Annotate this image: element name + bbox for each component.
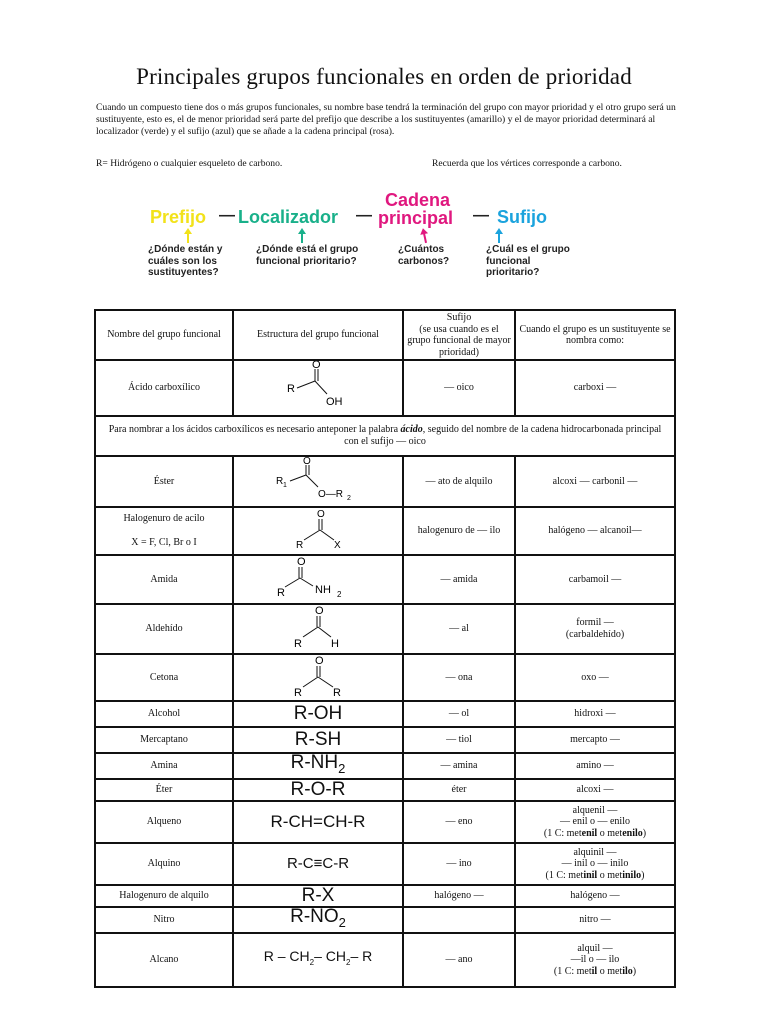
amide-structure — [273, 556, 363, 600]
svg-text:H: H — [331, 638, 339, 649]
substituent-name: alcoxi — carbonil — — [515, 456, 675, 508]
substituent-name: oxo — — [515, 654, 675, 702]
svg-text:R: R — [333, 686, 341, 697]
formula: $R-NH_2$ — [233, 753, 403, 779]
group-name: Mercaptano — [95, 727, 233, 753]
suffix: halogenuro de — ilo — [403, 507, 515, 555]
substituent-name: nitro — — [515, 907, 675, 933]
svg-text:2: 2 — [347, 494, 351, 502]
svg-text:OH: OH — [326, 396, 343, 408]
header-sufijo: Sufijo (se usa cuando es el grupo funcional de mayor prioridad) — [403, 310, 515, 360]
suffix: — ino — [403, 843, 515, 885]
svg-text:X: X — [334, 540, 341, 550]
substituent-name: alcoxi — — [515, 779, 675, 801]
substituent-name: hidroxi — — [515, 701, 675, 727]
substituent-name: alquinil — — inil o — inilo (1 C: metinil o metinilo) — [515, 843, 675, 885]
naming-scheme-diagram — [140, 190, 610, 290]
suffix: — amina — [403, 753, 515, 779]
svg-text:O: O — [315, 654, 324, 667]
suffix: — eno — [403, 801, 515, 843]
svg-text:O: O — [303, 456, 311, 467]
structure-cell — [233, 555, 403, 605]
scheme-sufijo: Sufijo — [497, 207, 547, 227]
question-cadena: ¿Cuántos carbonos? — [398, 244, 450, 267]
table-header-row — [95, 310, 675, 360]
group-name: Alcano — [95, 933, 233, 987]
aldehyde-structure — [288, 605, 348, 649]
table-row — [95, 885, 675, 907]
scheme-dash: — — [473, 207, 489, 224]
question-sufijo: ¿Cuál es el grupo funcional prioritario? — [486, 244, 570, 278]
structure-cell — [233, 654, 403, 702]
suffix: halógeno — — [403, 885, 515, 907]
structure-cell — [233, 507, 403, 555]
scheme-localizador: Localizador — [238, 207, 339, 227]
svg-text:1: 1 — [283, 481, 287, 489]
table-row — [95, 456, 675, 508]
structure-cell — [233, 360, 403, 416]
question-prefijo: ¿Dónde están y cuáles son los sustituyentes? — [148, 244, 223, 278]
formula: R-OH — [233, 701, 403, 727]
suffix: — amida — [403, 555, 515, 605]
formula: R-C≡C-R — [233, 843, 403, 885]
suffix: — al — [403, 604, 515, 654]
scheme-prefijo: Prefijo — [150, 207, 207, 227]
table-row — [95, 654, 675, 702]
ketone-structure — [288, 655, 348, 697]
suffix — [403, 907, 515, 933]
scheme-cadena: Cadena — [385, 190, 451, 210]
formula: R-X — [233, 885, 403, 907]
suffix: — ona — [403, 654, 515, 702]
group-name: Alcohol — [95, 701, 233, 727]
table-row — [95, 416, 675, 456]
svg-text:R: R — [276, 475, 284, 487]
arrow-up-icon — [498, 233, 500, 243]
svg-text:O—R: O—R — [318, 488, 343, 500]
group-name: Alqueno — [95, 801, 233, 843]
substituent-name: carbamoil — — [515, 555, 675, 605]
substituent-name: halógeno — alcanoil— — [515, 507, 675, 555]
svg-text:2: 2 — [337, 589, 342, 599]
table-row — [95, 907, 675, 933]
svg-text:O: O — [312, 361, 321, 371]
table-row — [95, 360, 675, 416]
table-row — [95, 933, 675, 987]
scheme-principal: principal — [378, 208, 454, 228]
acyl-halide-structure — [288, 508, 348, 550]
svg-text:R: R — [294, 638, 302, 649]
acid-naming-note: Para nombrar a los ácidos carboxílicos es necesario anteponer la palabra ácido, seguido del nombre de la cadena hidrocarbonada principal con el sufijo — oico — [95, 416, 675, 456]
svg-text:O: O — [297, 555, 306, 568]
carboxylic-acid-structure — [273, 361, 363, 411]
group-name: Alquino — [95, 843, 233, 885]
svg-text:R: R — [287, 383, 295, 395]
formula: $R-NO_2$ — [233, 907, 403, 933]
table-row — [95, 727, 675, 753]
substituent-name: carboxi — — [515, 360, 675, 416]
arrow-up-icon — [187, 233, 189, 243]
table-row — [95, 507, 675, 555]
substituent-name: alquenil — — enil o — enilo (1 C: metenil o metenilo) — [515, 801, 675, 843]
suffix: — ano — [403, 933, 515, 987]
arrow-up-icon — [301, 233, 303, 243]
suffix: éter — [403, 779, 515, 801]
header-nombre: Nombre del grupo funcional — [95, 310, 233, 360]
svg-text:NH: NH — [315, 583, 331, 596]
substituent-name: alquil — —il o — ilo (1 C: metil o metilo) — [515, 933, 675, 987]
group-name: Éter — [95, 779, 233, 801]
scheme-dash: — — [356, 207, 372, 224]
svg-text:O: O — [315, 605, 324, 617]
group-name: Nitro — [95, 907, 233, 933]
structure-cell — [233, 456, 403, 508]
page-title: Principales grupos funcionales en orden de prioridad — [136, 64, 632, 89]
suffix: — ato de alquilo — [403, 456, 515, 508]
svg-text:R: R — [294, 686, 302, 697]
group-name: Amida — [95, 555, 233, 605]
substituent-name: mercapto — — [515, 727, 675, 753]
table-row — [95, 779, 675, 801]
table-row — [95, 801, 675, 843]
table-row — [95, 701, 675, 727]
substituent-name: amino — — [515, 753, 675, 779]
group-name: Amina — [95, 753, 233, 779]
formula: R-O-R — [233, 779, 403, 801]
group-name: Éster — [95, 456, 233, 508]
svg-text:R: R — [296, 540, 304, 550]
intro-paragraph: Cuando un compuesto tiene dos o más grupos funcionales, su nombre base tendrá la terminación del grupo con mayor prioridad y el otro grupo será un sustituyente, esto es, el de menor prioridad será parte del prefijo que describe a los sustituyentes (amarillo) y el de mayor prioridad determinará al localizador (verde) y el sufijo (azul) que se añade a la cadena principal (rosa). — [96, 102, 676, 137]
table-row — [95, 843, 675, 885]
suffix: — ol — [403, 701, 515, 727]
note-vertices: Recuerda que los vértices corresponde a carbono. — [432, 158, 622, 169]
table-row — [95, 753, 675, 779]
svg-text:R: R — [277, 586, 285, 599]
svg-text:O: O — [317, 509, 325, 520]
structure-cell — [233, 604, 403, 654]
formula: R-SH — [233, 727, 403, 753]
group-name: Halogenuro de acilo X = F, Cl, Br o I — [95, 507, 233, 555]
group-name: Aldehído — [95, 604, 233, 654]
ester-structure — [268, 457, 368, 503]
group-name: Halogenuro de alquilo — [95, 885, 233, 907]
question-localizador: ¿Dónde está el grupo funcional prioritario? — [256, 244, 359, 267]
suffix: — oico — [403, 360, 515, 416]
arrow-up-icon — [423, 233, 427, 243]
suffix: — tiol — [403, 727, 515, 753]
functional-groups-table — [94, 309, 676, 988]
formula: R – $CH_2-$ $CH_2-$ R — [233, 933, 403, 987]
header-estructura: Estructura del grupo funcional — [233, 310, 403, 360]
formula: R-CH=CH-R — [233, 801, 403, 843]
substituent-name: formil — (carbaldehído) — [515, 604, 675, 654]
scheme-dash: — — [219, 207, 235, 224]
note-r-definition: R= Hidrógeno o cualquier esqueleto de carbono. — [96, 158, 283, 169]
table-row — [95, 555, 675, 605]
group-name: Cetona — [95, 654, 233, 702]
header-sustituyente: Cuando el grupo es un sustituyente se nombra como: — [515, 310, 675, 360]
table-row — [95, 604, 675, 654]
group-name: Ácido carboxílico — [95, 360, 233, 416]
substituent-name: halógeno — — [515, 885, 675, 907]
